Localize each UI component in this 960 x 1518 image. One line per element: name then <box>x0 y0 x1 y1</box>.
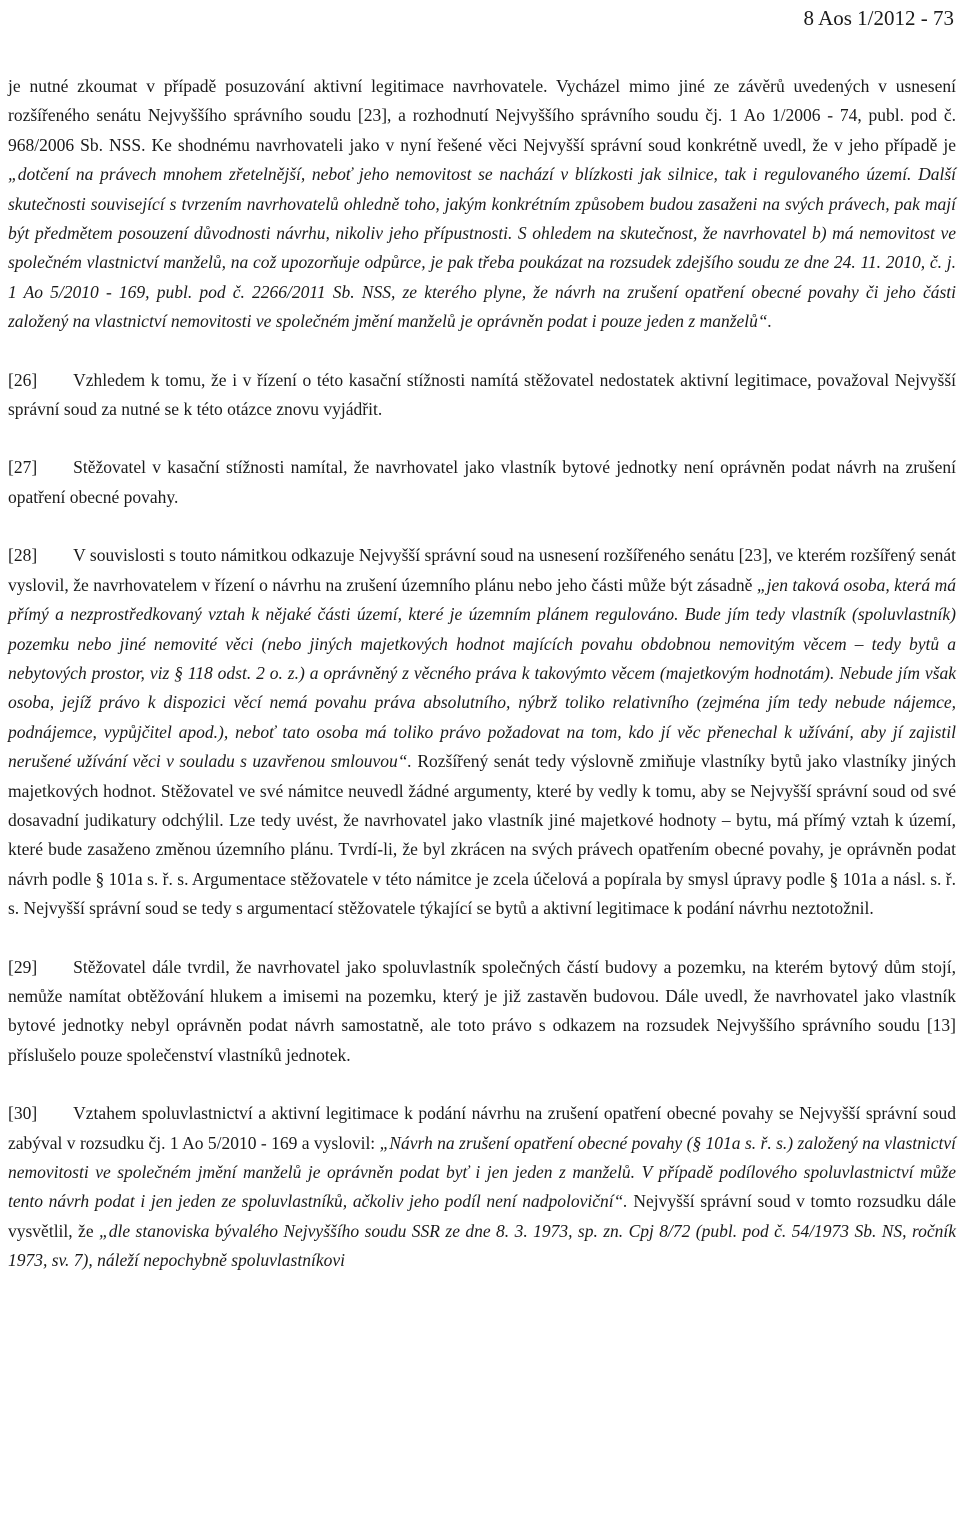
document-body <box>8 72 956 1276</box>
paragraph-text: Nejvyšší správní soud v tomto rozsudku dále vysvětlil, že <box>8 1191 957 1241</box>
paragraph-text: Vztahem spoluvlastnictví a aktivní legitimace k podání návrhu na zrušení opatření obecné povahy se Nejvyšší správní soud zabýval v rozsudku čj. 1 Ao 5/2010 - 169 a vyslovil: <box>8 1103 956 1153</box>
paragraph-26 <box>8 366 956 425</box>
paragraph-number: [29] <box>8 956 38 977</box>
quotation-text: „dotčení na právech mnohem zřetelnější, neboť jeho nemovitost se nachází v blízkosti jak silnice, tak i regulovaného území. Další skutečnosti související s tvrzením navrhovatelů ohledně toho, jakým konkrétním způsobem budou zasaženi na svých právech, pak mají být předmětem posouzení důvodnosti návrhu, nikoliv jeho přípustnosti. S ohledem na skutečnost, že navrhovatel b) má nemovitost ve společném vlastnictví manželů, na což upozorňuje odpůrce, je pak třeba poukázat na rozsudek zdejšího soudu ze dne 24. 11. 2010, č. j. 1 Ao 5/2010 - 169, publ. pod č. 2266/2011 Sb. NSS, ze kterého plyne, že návrh na zrušení opatření obecné povahy či jeho části založený na vlastnictví nemovitosti ve společném jmění manželů je oprávněn podat i pouze jeden z manželů“. <box>8 164 956 332</box>
paragraph-continuation <box>8 72 956 337</box>
paragraph-30 <box>8 1099 956 1275</box>
paragraph-27 <box>8 453 956 512</box>
page-header-reference: 8 Aos 1/2012 - 73 <box>803 6 954 30</box>
paragraph-text: Vzhledem k tomu, že i v řízení o této kasační stížnosti namítá stěžovatel nedostatek aktivní legitimace, považoval Nejvyšší správní soud za nutné se k této otázce znovu vyjádřit. <box>8 369 956 420</box>
paragraph-number: [27] <box>8 457 38 478</box>
paragraph-text: V souvislosti s touto námitkou odkazuje Nejvyšší správní soud na usnesení rozšířeného senátu [23], ve kterém rozšířený senát vyslovil, že navrhovatelem v řízení o návrhu na zrušení územního plánu nebo jeho části může být zásadně <box>8 545 956 595</box>
paragraph-text: Stěžovatel dále tvrdil, že navrhovatel jako spoluvlastník společných částí budovy a pozemku, na kterém bytový dům stojí, nemůže namítat obtěžování hlukem a imisemi na pozemku, který je již zastavěn budovou. Dále uvedl, že navrhovatel jako vlastník bytové jednotky nebyl oprávněn podat návrh samostatně, ale toto právo s odkazem na rozsudek Nejvyššího správního soudu [13] příslušelo pouze společenství vlastníků jednotek. <box>8 956 956 1065</box>
quotation-text: „jen taková osoba, která má přímý a nezprostředkovaný vztah k nějaké části území, které je územním plánem regulováno. Bude jím tedy vlastník (spoluvlastník) pozemku nebo jiné nemovité věci (nebo jiných majetkových hodnot majících povahu obdobnou nemovitým věcem – tedy bytů a nebytových prostor, viz § 118 odst. 2 o. z.) a oprávněný z věcného práva k takovýmto věcem (majetkovým hodnotám). Nebude jím však osoba, jejíž právo k dispozici věcí nemá povahu práva absolutního, nýbrž toliko relativního (zejména jím tedy nebude nájemce, podnájemce, vypůjčitel apod.), neboť tato osoba má toliko právo požadovat na tom, kdo jí věc přenechal k užívání, aby jí zajistil nerušené užívání věci v souladu s uzavřenou smlouvou“. <box>8 574 956 772</box>
paragraph-text: Rozšířený senát tedy výslovně zmiňuje vlastníky bytů jako vlastníky jiných majetkových hodnot. Stěžovatel ve své námitce neuvedl žádné argumenty, které by vedly k tomu, aby se Nejvyšší správní soud od své dosavadní judikatury odchýlil. Lze tedy uvést, že navrhovatel jako vlastník jiné majetkové hodnoty – bytu, má přímý vztah k území, které bude zasaženo změnou územního plánu. Tvrdí-li, že byl zkrácen na svých právech opatřením obecné povahy, je oprávněn podat návrh podle § 101a s. ř. s. Argumentace stěžovatele v této námitce je zcela účelová a popírala by smysl úpravy podle § 101a a násl. s. ř. s. Nejvyšší správní soud se tedy s argumentací stěžovatele týkající se bytů a aktivní legitimace k podání návrhu neztotožnil. <box>8 751 956 919</box>
paragraph-29 <box>8 953 956 1071</box>
paragraph-number: [28] <box>8 545 38 566</box>
paragraph-28 <box>8 541 956 923</box>
paragraph-text: je nutné zkoumat v případě posuzování aktivní legitimace navrhovatele. Vycházel mimo jiné ze závěrů uvedených v usnesení rozšířeného senátu Nejvyššího správního soudu [23], a rozhodnutí Nejvyššího správního soudu čj. 1 Ao 1/2006 - 74, publ. pod č. 968/2006 Sb. NSS. Ke shodnému navrhovateli jako v nyní řešené věci Nejvyšší správní soud konkrétně uvedl, že v jeho případě je <box>8 76 956 155</box>
paragraph-number: [26] <box>8 369 38 390</box>
quotation-text: „Návrh na zrušení opatření obecné povahy (§ 101a s. ř. s.) založený na vlastnictví nemovitosti ve společném jmění manželů je oprávněn podat byť i jen jeden z manželů. V případě podílového spoluvlastnictví může tento návrh podat i jen jeden ze spoluvlastníků, ačkoliv jeho podíl není nadpoloviční“. <box>8 1132 956 1212</box>
quotation-text: „dle stanoviska bývalého Nejvyššího soudu SSR ze dne 8. 3. 1973, sp. zn. Cpj 8/72 (publ. pod č. 54/1973 Sb. NS, ročník 1973, sv. 7), náleží nepochybně spoluvlastníkovi <box>8 1220 956 1271</box>
paragraph-text: Stěžovatel v kasační stížnosti namítal, že navrhovatel jako vlastník bytové jednotky není oprávněn podat návrh na zrušení opatření obecné povahy. <box>8 457 956 507</box>
paragraph-number: [30] <box>8 1103 38 1124</box>
